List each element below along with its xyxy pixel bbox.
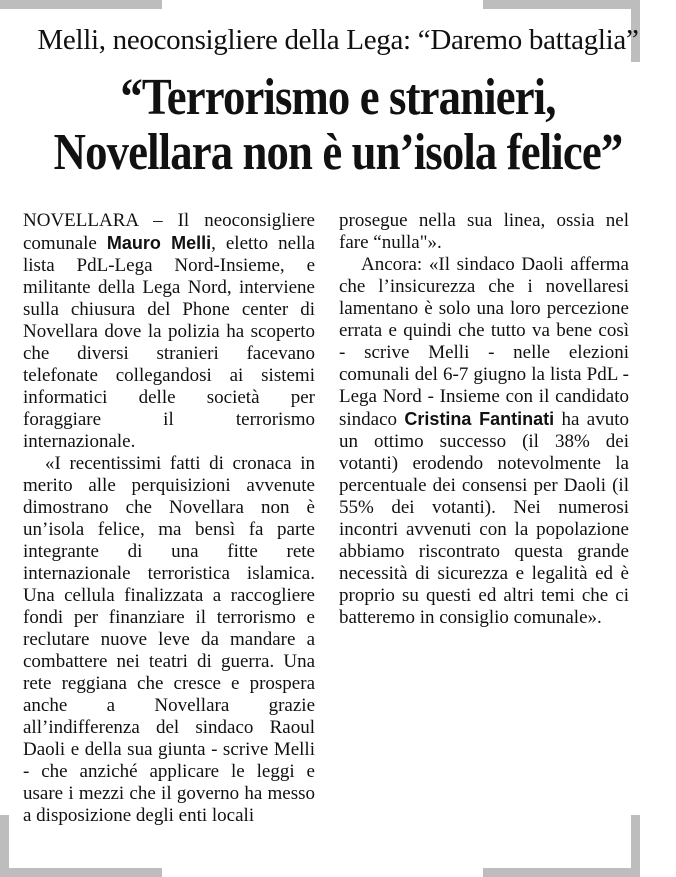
headline-line-2: Novellara non è un’isola felice” bbox=[53, 124, 623, 181]
crop-mark-bottom-left-vertical bbox=[0, 815, 9, 877]
article-paragraph-3 bbox=[339, 254, 629, 629]
crop-mark-top-right bbox=[483, 0, 640, 9]
paragraph-3-rest: ha avuto un ottimo successo (il 38% dei votanti) erodendo notevolmente la percentuale dei consensi per Daoli (il 55% dei votanti). Nei numerosi incontri avvenuti con la popolazione abbiamo riscontrato questa grande necessità di sicurezza e legalità ed è proprio su questi ed altri temi che ci batteremo in consiglio comunale». bbox=[339, 409, 629, 628]
person-name-fantinati: Cristina Fantinati bbox=[404, 409, 555, 429]
dateline-text: NOVELLARA – Il neoconsigliere comunale bbox=[23, 210, 315, 254]
kicker-subheadline: Melli, neoconsigliere della Lega: “Daremo battaglia” bbox=[37, 24, 639, 56]
article-paragraph-2 bbox=[23, 453, 315, 827]
paragraph-2-text: «I recentissimi fatti di cronaca in merito alle perquisizioni avvenute dimostrano che Novellara non è un’isola felice, ma bensì fa parte integrante di una fitte rete internazionale terroristica islamica. Una cellula finalizzata a raccogliere fondi per finanziare il terrorismo e reclutare nuove leve da mandare a combattere nei teatri di guerra. Una rete reggiana che cresce e prospera anche a Novellara grazie all’indifferenza del sindaco Raoul Daoli e della sua giunta - scrive Melli - che anziché applicare le leggi e usare i mezzi che il governo ha messo a disposizione degli enti locali bbox=[23, 453, 315, 826]
paragraph-1-rest: , eletto nella lista PdL-Lega Nord-Insieme, e militante della Lega Nord, interviene sulla chiusura del Phone center di Novellara dove la polizia ha scoperto che diversi stranieri facevano telefonate collegandosi ai sistemi informatici delle società per foraggiare il terrorismo internazionale. bbox=[23, 233, 315, 452]
paragraph-3-start: Ancora: «Il sindaco Daoli afferma che l’insicurezza che i novellaresi lamentano è solo una loro percezione errata e quindi che tutto va bene così - scrive Melli - nelle elezioni comunali del 6-7 giugno la lista PdL - Lega Nord - Insieme con il candidato sindaco bbox=[339, 254, 629, 430]
crop-mark-bottom-right-vertical bbox=[631, 815, 640, 877]
article-column-right bbox=[339, 210, 629, 629]
crop-mark-bottom-right bbox=[483, 868, 640, 877]
crop-mark-top-left bbox=[0, 0, 162, 9]
article-paragraph-1 bbox=[23, 210, 315, 453]
person-name-melli: Mauro Melli bbox=[106, 233, 212, 253]
headline-line-1: “Terrorismo e stranieri, bbox=[120, 69, 556, 126]
crop-mark-bottom-left bbox=[0, 868, 162, 877]
article-column-left bbox=[23, 210, 315, 827]
headline bbox=[47, 70, 628, 180]
article-paragraph-2-continued: prosegue nella sua linea, ossia nel fare “nulla"». bbox=[339, 210, 629, 253]
